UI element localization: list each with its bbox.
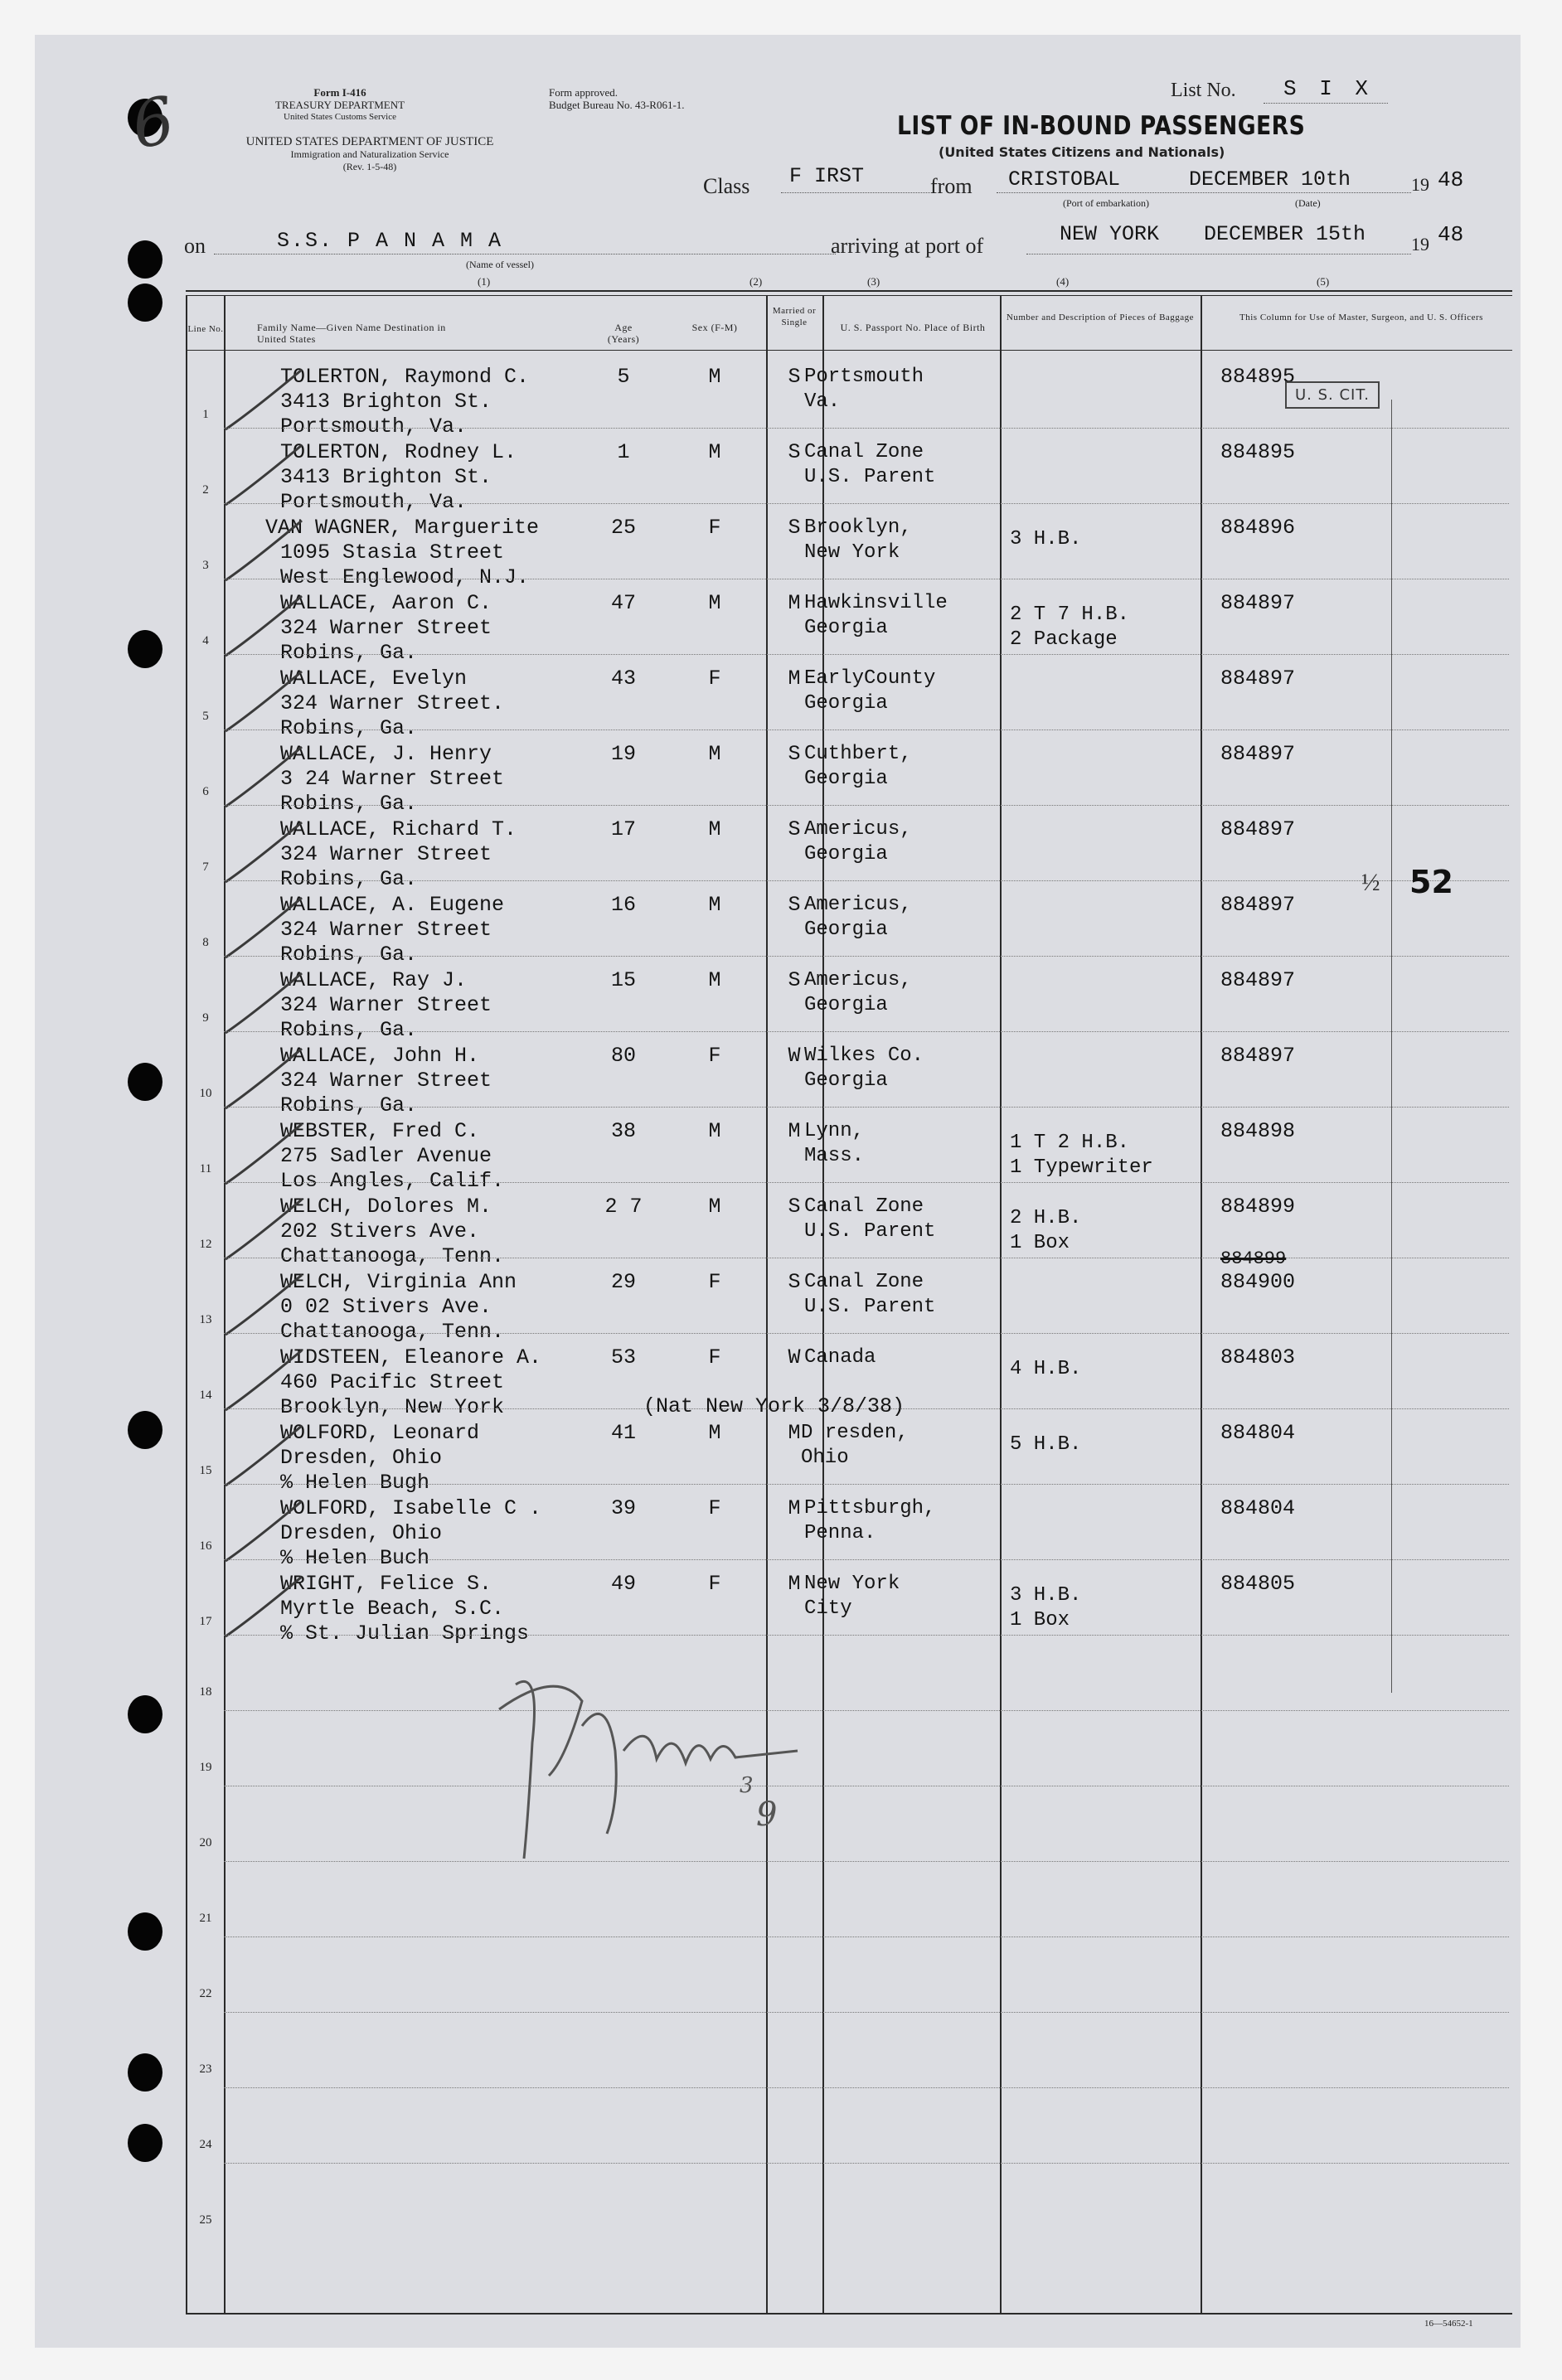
officer-number: 884804 (1220, 1421, 1296, 1445)
age: 19 (610, 742, 636, 766)
passenger-name-line: WIDSTEEN, Eleanore A. (280, 1345, 542, 1369)
marital-status: S (788, 968, 801, 992)
line-number: 10 (199, 1087, 212, 1100)
check-mark-icon (219, 437, 310, 511)
header-line-no: Line No. (187, 324, 224, 334)
line-number: 7 (202, 860, 209, 874)
birthplace-line: EarlyCounty (804, 667, 936, 690)
birthplace-line: Hawkinsville (804, 592, 948, 614)
officer-number: 884900 (1220, 1270, 1296, 1294)
year-prefix-2: 19 (1411, 234, 1429, 254)
passenger-name-line: West Englewood, N.J. (280, 565, 530, 589)
baggage-line: 4 H.B. (1010, 1358, 1082, 1380)
check-mark-icon (219, 814, 310, 889)
line-number: 1 (202, 408, 209, 421)
passenger-name-line: 324 Warner Street (280, 1069, 492, 1093)
header-officers: This Column for Use of Master, Surgeon, and U. S. Officers (1239, 313, 1483, 322)
birthplace-line: Wilkes Co. (804, 1045, 924, 1067)
year-prefix-1: 19 (1411, 174, 1429, 195)
birthplace-line: New York (804, 541, 900, 564)
marital-status: S (788, 1195, 801, 1219)
class-label: Class (703, 174, 750, 198)
age: 43 (610, 666, 636, 691)
line-number: 24 (199, 2138, 212, 2151)
class-value: F IRST (789, 164, 865, 188)
passenger-name-line: WRIGHT, Felice S. (280, 1572, 492, 1596)
passenger-name-line: Myrtle Beach, S.C. (280, 1597, 505, 1621)
check-mark-icon (219, 965, 310, 1040)
passenger-name-line: Chattanooga, Tenn. (280, 1320, 505, 1344)
line-number: 15 (199, 1464, 212, 1477)
arriving-label: arriving at port of (831, 234, 984, 258)
sex: M (708, 742, 721, 766)
check-mark-icon (219, 1568, 310, 1643)
header-rule (186, 350, 1512, 351)
baggage-line: 3 H.B. (1010, 1584, 1082, 1607)
birthplace-line: Pittsburgh, (804, 1497, 936, 1520)
passenger-name-line: WALLACE, J. Henry (280, 742, 492, 766)
birthplace-line: Cuthbert, (804, 743, 912, 765)
table-row (35, 504, 1521, 589)
baggage-line: 1 Box (1010, 1609, 1070, 1631)
marital-status: M (788, 1572, 801, 1596)
passenger-name-line: % Helen Buch (280, 1546, 430, 1570)
check-mark-icon (219, 1040, 310, 1115)
treasury-dept: TREASURY DEPARTMENT (274, 99, 405, 111)
passenger-name-line: Dresden, Ohio (280, 1446, 443, 1470)
passenger-name-line: 3 24 Warner Street (280, 767, 505, 791)
passenger-name-line: TOLERTON, Raymond C. (280, 365, 530, 389)
ins-title: Immigration and Naturalization Service (290, 148, 449, 160)
table-top-rule-2 (186, 295, 1512, 296)
line-number: 18 (199, 1685, 212, 1699)
birthplace-line: Georgia (804, 768, 888, 790)
passenger-name-line: TOLERTON, Rodney L. (280, 440, 517, 464)
sex: F (708, 516, 721, 540)
binder-hole (128, 240, 163, 279)
marital-status: M (788, 666, 801, 691)
check-mark-icon (219, 1493, 310, 1568)
age: 1 (617, 440, 630, 464)
passenger-name-line: WALLACE, A. Eugene (280, 893, 505, 917)
birthplace-line: Georgia (804, 994, 888, 1016)
officer-number: 884897 (1220, 1044, 1296, 1068)
doj-block (182, 136, 557, 173)
line-number: 9 (202, 1011, 209, 1025)
passenger-name-line: Robins, Ga. (280, 641, 418, 665)
col-number-2: (2) (749, 275, 763, 288)
check-mark-icon (219, 663, 310, 738)
line-number: 6 (202, 785, 209, 798)
port-caption: (Port of embarkation) (1063, 197, 1149, 209)
marital-status: M (788, 1421, 801, 1445)
birthplace-line: Lynn, (804, 1120, 865, 1142)
birthplace-line: Georgia (804, 1069, 888, 1092)
manifest-title: LIST OF IN-BOUND PASSENGERS (897, 111, 1306, 141)
table-row (35, 1108, 1521, 1193)
age: 41 (610, 1421, 636, 1445)
officer-number: 884897 (1220, 742, 1296, 766)
marital-status: S (788, 440, 801, 464)
line-number: 25 (199, 2213, 212, 2227)
date-caption: (Date) (1295, 197, 1321, 209)
birthplace-line: Georgia (804, 919, 888, 941)
birthplace-line: Portsmouth (804, 366, 924, 388)
passenger-name-line: Portsmouth, Va. (280, 414, 468, 439)
age: 2 7 (604, 1195, 643, 1219)
marital-status: S (788, 365, 801, 389)
passenger-name-line: 1095 Stasia Street (280, 540, 505, 565)
passenger-name-line: Robins, Ga. (280, 943, 418, 967)
check-mark-icon (219, 739, 310, 813)
line-number: 13 (199, 1313, 212, 1326)
baggage-line: 1 Box (1010, 1232, 1070, 1254)
officer-number: 884897 (1220, 893, 1296, 917)
sex: M (708, 893, 721, 917)
sex: M (708, 1119, 721, 1143)
passenger-name-line: 324 Warner Street (280, 842, 492, 866)
vessel-caption: (Name of vessel) (466, 259, 534, 270)
fraction-mark: ½ (1361, 869, 1380, 896)
line-number: 22 (199, 1987, 212, 2000)
struck-officer-number: 884899 (1220, 1248, 1287, 1269)
line-number: 23 (199, 2063, 212, 2076)
officer-number: 884803 (1220, 1345, 1296, 1369)
marital-status: W (788, 1345, 801, 1369)
baggage-line: 1 T 2 H.B. (1010, 1132, 1130, 1154)
marital-status: S (788, 516, 801, 540)
line-number: 5 (202, 710, 209, 723)
passenger-name-line: WALLACE, Aaron C. (280, 591, 492, 615)
table-row (35, 1409, 1521, 1495)
list-rule (1264, 103, 1388, 104)
birthplace-line: Americus, (804, 818, 912, 841)
passenger-name-line: WOLFORD, Isabelle C . (280, 1496, 542, 1520)
marital-status: S (788, 817, 801, 841)
age: 80 (610, 1044, 636, 1068)
birthplace-line: D resden, (801, 1422, 909, 1444)
officer-number: 884897 (1220, 591, 1296, 615)
passenger-name-line: 275 Sadler Avenue (280, 1144, 492, 1168)
birthplace-line: Georgia (804, 617, 888, 639)
age: 29 (610, 1270, 636, 1294)
from-label: from (930, 174, 973, 198)
customs-service: United States Customs Service (284, 112, 396, 122)
age: 47 (610, 591, 636, 615)
line-number: 2 (202, 483, 209, 497)
passenger-name-line: % Helen Bugh (280, 1471, 430, 1495)
passenger-name-line: Robins, Ga. (280, 1093, 418, 1117)
sex: M (708, 591, 721, 615)
binder-hole (128, 284, 163, 322)
col-number-5: (5) (1317, 275, 1330, 288)
table-row (35, 957, 1521, 1042)
header-sex: Sex (F-M) (691, 322, 738, 333)
passenger-name-line: WALLACE, Richard T. (280, 817, 517, 841)
passenger-name-line: 3413 Brighton St. (280, 465, 492, 489)
marital-status: M (788, 1496, 801, 1520)
baggage-line: 3 H.B. (1010, 528, 1082, 550)
list-label: List No. (1171, 80, 1236, 101)
marital-status: W (788, 1044, 801, 1068)
birthplace-line: Ohio (801, 1447, 849, 1469)
header-married: Married or Single (772, 306, 817, 327)
us-citizen-stamp: U. S. CIT. (1285, 381, 1380, 409)
line-number: 8 (202, 936, 209, 949)
birthplace-line: City (804, 1597, 852, 1620)
marital-status: S (788, 893, 801, 917)
baggage-line: 5 H.B. (1010, 1433, 1082, 1456)
sex: M (708, 968, 721, 992)
birthplace-line: Mass. (804, 1145, 865, 1167)
passenger-name-line: WELCH, Virginia Ann (280, 1270, 517, 1294)
passenger-name-line: Dresden, Ohio (280, 1521, 443, 1545)
line-number: 11 (199, 1162, 212, 1175)
age: 16 (610, 893, 636, 917)
age: 5 (617, 365, 630, 389)
list-number: S I X (1283, 76, 1374, 101)
col-number-4: (4) (1056, 275, 1070, 288)
officer-number: 884897 (1220, 968, 1296, 992)
sex: F (708, 1496, 721, 1520)
naturalization-note: (Nat New York 3/8/38) (643, 1394, 905, 1418)
birthplace-line: Georgia (804, 843, 888, 865)
year-1: 48 (1438, 167, 1464, 192)
margin-mark: 6 (126, 83, 181, 164)
passenger-name-line: 324 Warner Street (280, 616, 492, 640)
line-number: 12 (199, 1238, 212, 1251)
doj-title: UNITED STATES DEPARTMENT OF JUSTICE (245, 135, 494, 148)
passenger-name-line: 202 Stivers Ave. (280, 1219, 480, 1243)
class-rule (781, 192, 932, 193)
header-birth: U. S. Passport No. Place of Birth (840, 322, 986, 333)
passenger-name-line: Brooklyn, New York (280, 1395, 505, 1419)
table-row (35, 1032, 1521, 1117)
check-mark-icon (219, 1191, 310, 1266)
check-mark-icon (219, 1267, 310, 1341)
age: 38 (610, 1119, 636, 1143)
line-number: 17 (199, 1615, 212, 1628)
from-date: DECEMBER 10th (1189, 167, 1351, 191)
sex: M (708, 1195, 721, 1219)
officer-number: 884895 (1220, 365, 1296, 389)
passenger-name-line: Robins, Ga. (280, 792, 418, 816)
passenger-name-line: WOLFORD, Leonard (280, 1421, 480, 1445)
baggage-line: 2 Package (1010, 628, 1118, 651)
vessel-name: S.S. P A N A M A (277, 229, 503, 253)
manifest-subtitle: (United States Citizens and Nationals) (939, 144, 1225, 160)
svg-text:9: 9 (756, 1796, 778, 1834)
age: 39 (610, 1496, 636, 1520)
passenger-name-line: WELCH, Dolores M. (280, 1195, 492, 1219)
form-number-block (257, 86, 423, 124)
birthplace-line: Canal Zone (804, 1271, 924, 1293)
table-row (35, 1937, 1521, 2013)
baggage-line: 2 T 7 H.B. (1010, 603, 1130, 626)
arrival-port: NEW YORK (1060, 222, 1160, 246)
passenger-name-line: Chattanooga, Tenn. (280, 1244, 505, 1268)
line-number: 19 (199, 1761, 212, 1774)
table-row (35, 429, 1521, 514)
line-number: 20 (199, 1836, 212, 1849)
birthplace-line: Canal Zone (804, 441, 924, 463)
passenger-name-line: VAN WAGNER, Marguerite (265, 516, 540, 540)
marital-status: S (788, 742, 801, 766)
birthplace-line: Canal Zone (804, 1195, 924, 1218)
check-mark-icon (219, 1116, 310, 1190)
baggage-line: 1 Typewriter (1010, 1156, 1153, 1179)
birthplace-line: Americus, (804, 969, 912, 991)
line-number: 4 (202, 634, 209, 647)
arrival-date: DECEMBER 15th (1204, 222, 1366, 246)
birthplace-line: Va. (804, 390, 841, 413)
check-mark-icon (219, 889, 310, 964)
passenger-name-line: Portsmouth, Va. (280, 490, 468, 514)
budget-bureau: Budget Bureau No. 43-R061-1. (549, 99, 685, 111)
table-row (35, 730, 1521, 816)
sex: F (708, 1572, 721, 1596)
check-mark-icon (219, 1342, 310, 1417)
officer-number: 884898 (1220, 1119, 1296, 1143)
officer-number: 884897 (1220, 817, 1296, 841)
table-row (35, 655, 1521, 740)
table-row (35, 1258, 1521, 1344)
check-mark-icon (219, 361, 310, 436)
birthplace-line: U.S. Parent (804, 1220, 936, 1243)
marital-status: M (788, 591, 801, 615)
birthplace-line: U.S. Parent (804, 466, 936, 488)
passenger-name-line: WALLACE, John H. (280, 1044, 480, 1068)
line-number: 3 (202, 559, 209, 572)
form-number: Form I-416 (313, 86, 366, 99)
age: 53 (610, 1345, 636, 1369)
col-number-1: (1) (478, 275, 491, 288)
form-approved: Form approved. (549, 86, 618, 99)
check-mark-icon (219, 1418, 310, 1492)
approval-block (549, 86, 685, 111)
sex: F (708, 1345, 721, 1369)
table-row (35, 1485, 1521, 1570)
birthplace-line: Georgia (804, 692, 888, 715)
sex: F (708, 1270, 721, 1294)
table-row (35, 2088, 1521, 2164)
birthplace-line: Americus, (804, 894, 912, 916)
passenger-name-line: 324 Warner Street. (280, 691, 505, 715)
officer-number: 884895 (1220, 440, 1296, 464)
check-mark-icon (219, 512, 310, 587)
birthplace-line: Canada (804, 1346, 876, 1369)
passenger-name-line: 3413 Brighton St. (280, 390, 492, 414)
header-name: Family Name—Given Name Destination in United States (257, 322, 446, 345)
marital-status: S (788, 1270, 801, 1294)
officer-number: 884899 (1220, 1195, 1296, 1219)
officer-number: 884897 (1220, 666, 1296, 691)
passenger-name-line: % St. Julian Springs (280, 1621, 530, 1646)
passenger-name-line: WALLACE, Ray J. (280, 968, 468, 992)
on-label: on (184, 234, 206, 258)
footer-code: 16—54652-1 (1424, 2319, 1473, 2329)
birthplace-line: Penna. (804, 1522, 876, 1544)
passenger-name-line: Robins, Ga. (280, 867, 418, 891)
from-rule (997, 192, 1411, 193)
col-number-3: (3) (867, 275, 880, 288)
passenger-name-line: Robins, Ga. (280, 1018, 418, 1042)
table-top-rule (186, 290, 1512, 292)
line-number: 21 (199, 1912, 212, 1925)
margin-count: 52 (1409, 864, 1453, 900)
passenger-name-line: Robins, Ga. (280, 716, 418, 740)
header-baggage: Number and Description of Pieces of Baggage (1006, 313, 1195, 322)
officer-number: 884804 (1220, 1496, 1296, 1520)
sex: M (708, 365, 721, 389)
header-age: Age (Years) (607, 322, 640, 345)
year-2: 48 (1438, 222, 1464, 247)
birthplace-line: New York (804, 1573, 900, 1595)
age: 49 (610, 1572, 636, 1596)
officer-number: 884896 (1220, 516, 1296, 540)
from-port: CRISTOBAL (1008, 167, 1121, 191)
marital-status: M (788, 1119, 801, 1143)
passenger-name-line: WALLACE, Evelyn (280, 666, 468, 691)
sex: M (708, 817, 721, 841)
birthplace-line: U.S. Parent (804, 1296, 936, 1318)
table-row (35, 2164, 1521, 2239)
passenger-name-line: Los Angles, Calif. (280, 1169, 505, 1193)
sex: F (708, 666, 721, 691)
table-row (35, 579, 1521, 665)
table-row (35, 881, 1521, 967)
manifest-sheet (35, 35, 1521, 2348)
sex: M (708, 440, 721, 464)
line-number: 14 (199, 1389, 212, 1402)
table-bottom-rule (186, 2313, 1512, 2315)
passenger-name-line: 460 Pacific Street (280, 1370, 505, 1394)
revision: (Rev. 1-5-48) (342, 161, 397, 172)
svg-text:3: 3 (740, 1773, 754, 1798)
sex: M (708, 1421, 721, 1445)
officer-number: 884805 (1220, 1572, 1296, 1596)
passenger-name-line: WEBSTER, Fred C. (280, 1119, 480, 1143)
passenger-name-line: 0 02 Stivers Ave. (280, 1295, 492, 1319)
age: 17 (610, 817, 636, 841)
passenger-name-line: 324 Warner Street (280, 993, 492, 1017)
table-row (35, 1560, 1521, 1646)
inspector-signature (483, 1651, 831, 1875)
table-row (35, 2013, 1521, 2088)
line-number: 16 (199, 1539, 212, 1553)
check-mark-icon (219, 588, 310, 662)
sex: F (708, 1044, 721, 1068)
baggage-line: 2 H.B. (1010, 1207, 1082, 1229)
age: 25 (610, 516, 636, 540)
table-row (35, 1183, 1521, 1268)
passenger-name-line: 324 Warner Street (280, 918, 492, 942)
age: 15 (610, 968, 636, 992)
birthplace-line: Brooklyn, (804, 516, 912, 539)
